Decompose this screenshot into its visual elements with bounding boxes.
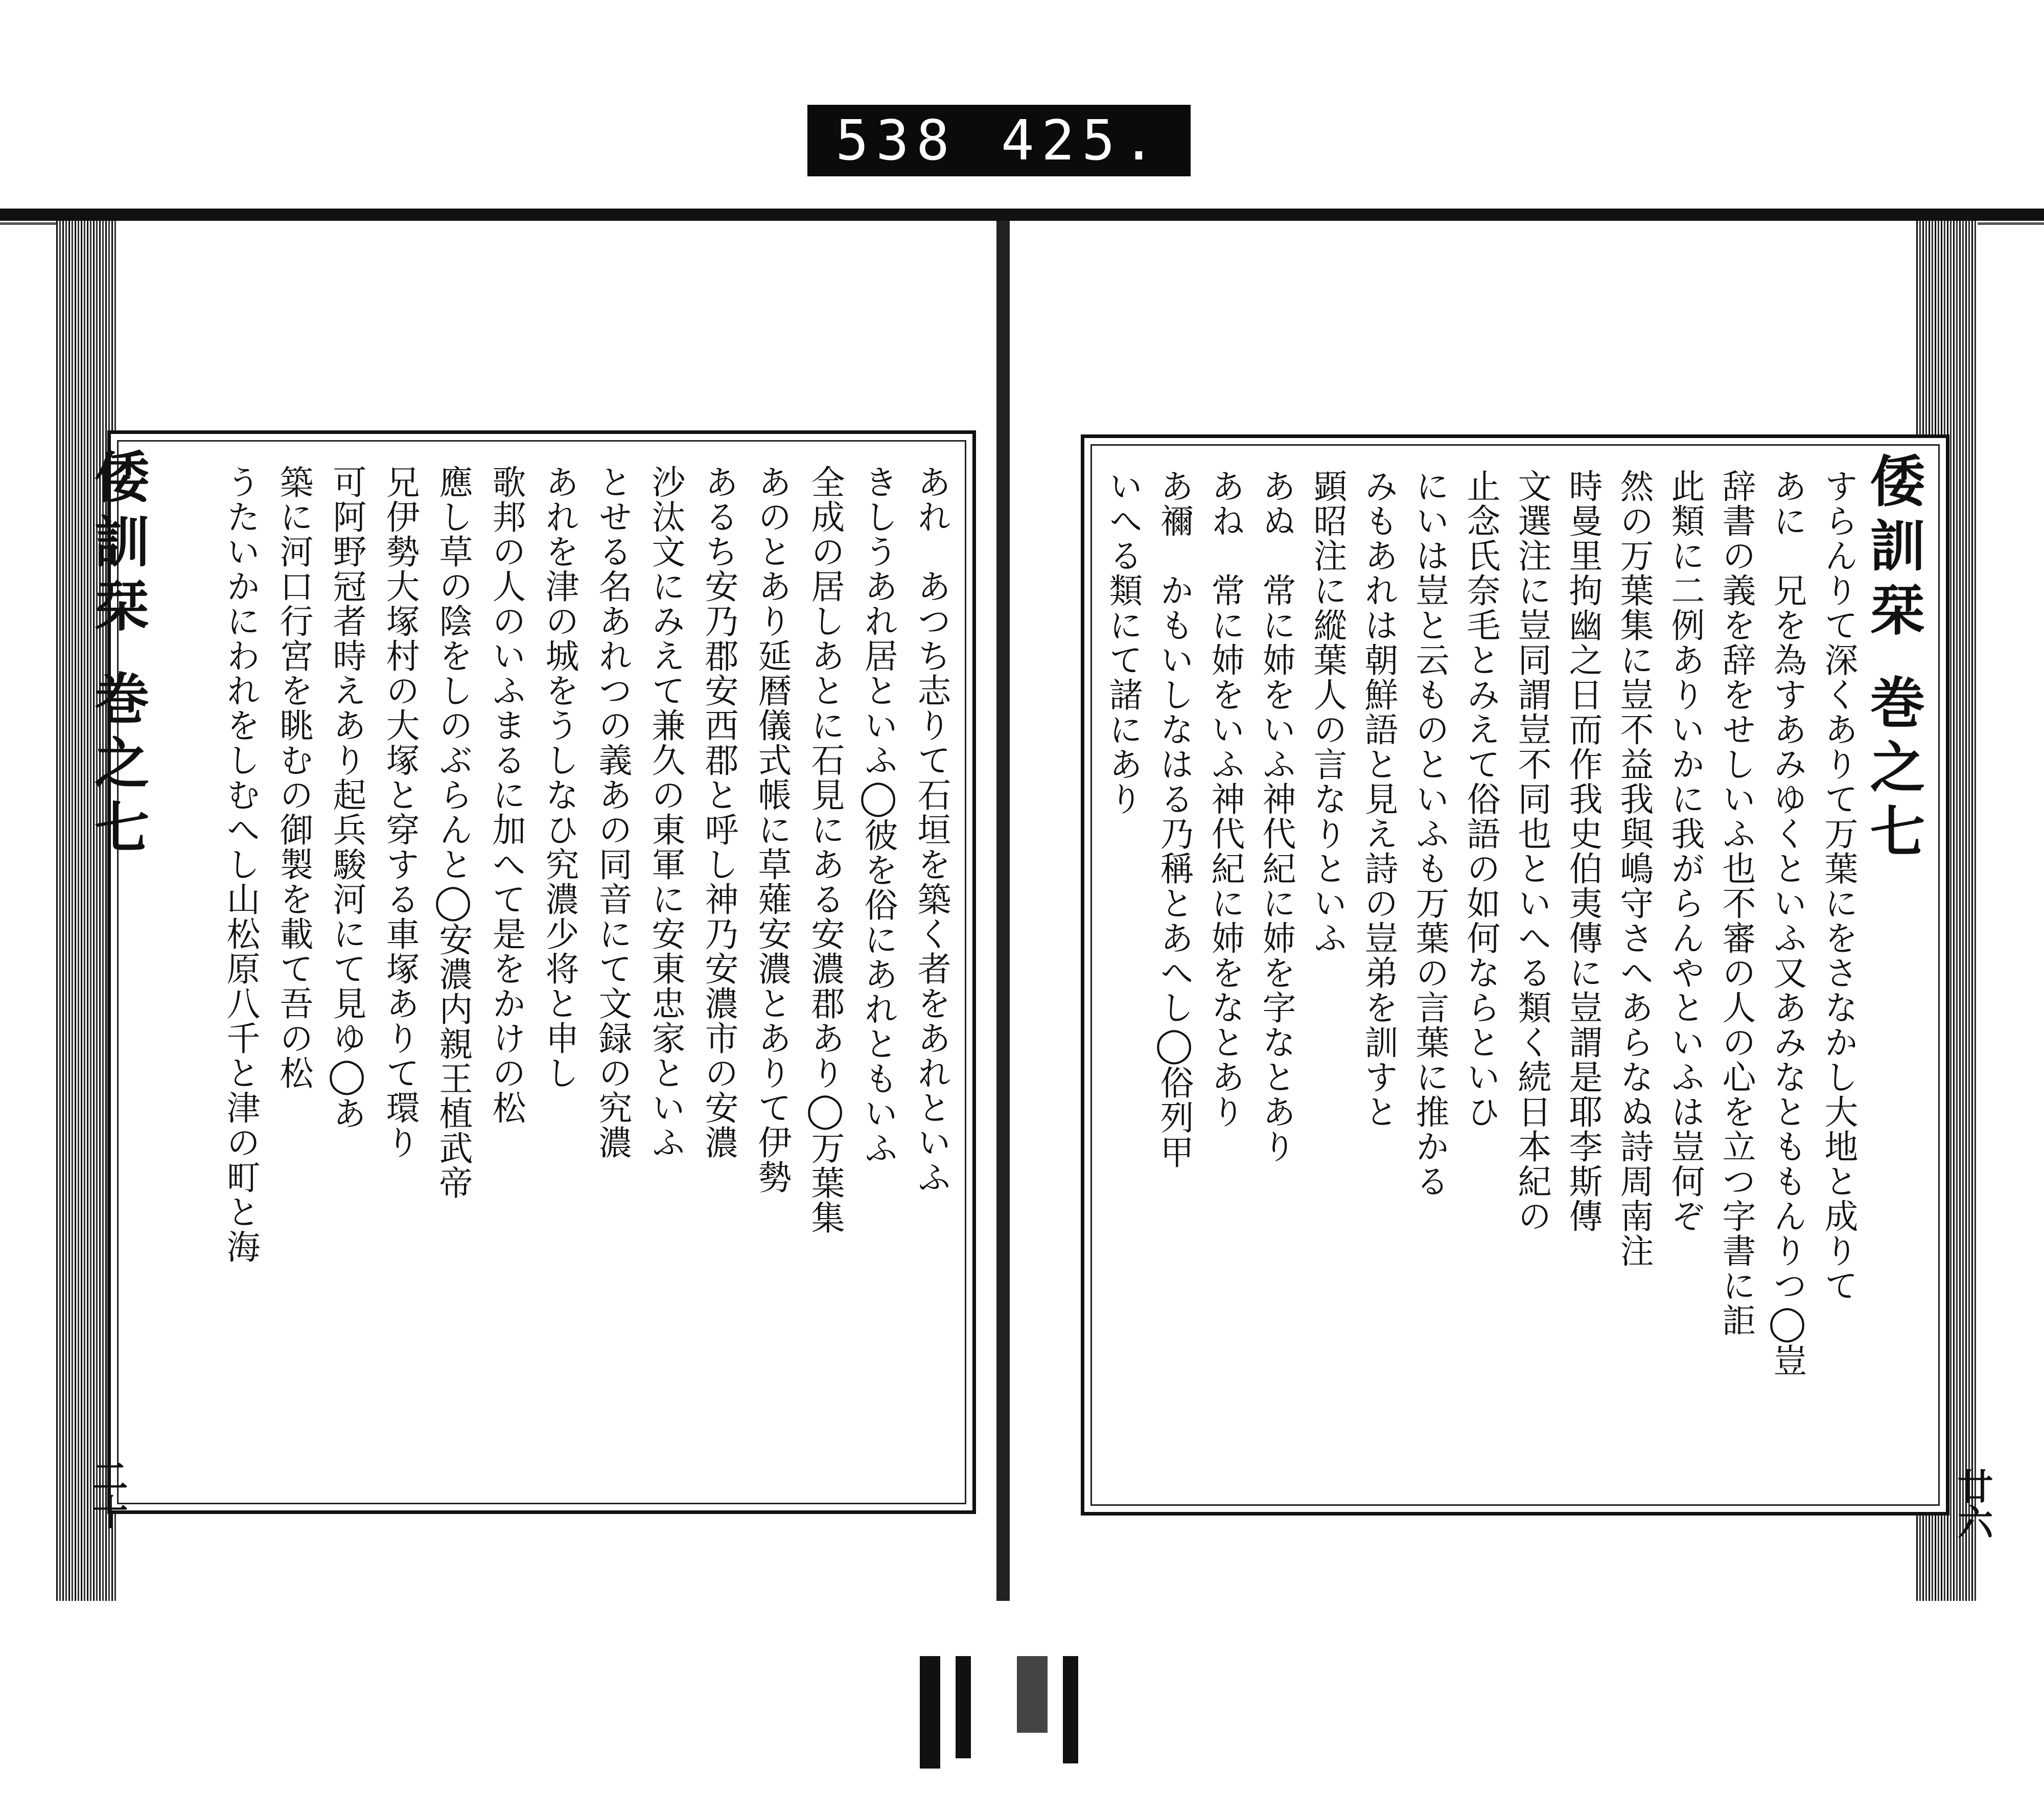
text-column: 止念氏奈毛とみえて俗語の如何ならといひ: [1461, 469, 1500, 1129]
book-spread: [56, 221, 1994, 1591]
text-column: 沙汰文にみえて兼久の東軍に安東忠家といふ: [646, 465, 685, 1160]
binding-tab: [1063, 1656, 1078, 1763]
text-column: あ禰 かもいしなはる乃稱とあへし◯俗列甲: [1154, 469, 1194, 1169]
text-column: 歌邦の人のいふまるに加へて是をかけの松: [486, 465, 526, 1125]
text-column: 此類に二例ありいかに我がらんやといふは豈何ぞ: [1665, 469, 1705, 1233]
archive-number-left: 538: [835, 108, 957, 173]
text-column: にいは豈と云ものといふも万葉の言葉に推かる: [1410, 469, 1449, 1199]
archive-number-right: 425.: [1001, 108, 1163, 173]
text-column: すらんりて深くありて万葉にをさなかし大地と成りて: [1819, 469, 1858, 1303]
archive-tag: [807, 105, 1191, 176]
text-column: うたいかにわれをしむへし山松原八千と津の町と海: [221, 465, 260, 1264]
binding-tab: [920, 1656, 940, 1769]
bottom-binding-tabs: [920, 1656, 1088, 1774]
right-page-frame: [1081, 434, 1949, 1516]
text-column: 築に河口行宮を眺むの御製を載て吾の松: [274, 465, 313, 1090]
text-column: あれを津の城をうしなひ究濃少将と申し: [540, 465, 579, 1090]
left-page-folio: 二十: [86, 1458, 129, 1529]
text-column: 兄伊勢大塚村の大塚と穿する車塚ありて環り: [380, 465, 420, 1160]
text-column: 然の万葉集に豈不益我與嶋守さへあらなぬ詩周南注: [1614, 469, 1654, 1268]
text-column: いへる類にて諸にあり: [1103, 469, 1143, 816]
text-column: あのとあり延暦儀式帳に草薙安濃とありて伊勢: [752, 465, 792, 1195]
top-binding-band: [0, 209, 2044, 221]
left-page-columns: [203, 465, 952, 1490]
text-column: 可阿野冠者時えあり起兵駿河にて見ゆ◯あ: [327, 465, 366, 1131]
text-column: とせる名あれつの義あの同音にて文録の究濃: [593, 465, 632, 1160]
text-column: あぬ 常に姉をいふ神代紀に姉を字なとあり: [1257, 469, 1296, 1164]
right-page-banner: 倭訓栞 巻之七: [1861, 452, 1925, 867]
text-column: あるち安乃郡安西郡と呼し神乃安濃市の安濃: [699, 465, 738, 1160]
text-column: みもあれは朝鮮語と見え詩の豈弟を訓すと: [1359, 469, 1398, 1129]
book-spine: [996, 221, 1010, 1601]
text-column: あに 兄を為すあみゆくといふ又あみなとももんりつ◯豈: [1768, 469, 1807, 1378]
text-column: 顕昭注に縱葉人の言なりといふ: [1308, 469, 1347, 955]
text-column: 文選注に豈同謂豈不同也といへる類く続日本紀の: [1512, 469, 1551, 1233]
binding-tab: [956, 1656, 971, 1758]
left-page-banner: 倭訓栞 巻之七: [85, 448, 149, 863]
text-column: あれ あつち志りて石垣を築く者をあれといふ: [912, 465, 951, 1195]
text-column: 辞書の義を辞をせしいふ也不審の人の心を立つ字書に詎: [1716, 469, 1756, 1338]
right-page-columns: [1105, 469, 1859, 1491]
text-column: きしうあれ居といふ◯彼を俗にあれともいふ: [858, 465, 898, 1165]
text-column: 應し草の陰をしのぶらんと◯安濃内親王植武帝: [433, 465, 473, 1200]
right-page-folio: 廿六: [1952, 1468, 1994, 1540]
text-column: 全成の居しあとに石見にある安濃郡あり◯万葉集: [805, 465, 845, 1235]
text-column: 時曼里拘幽之日而作我史伯夷傳に豈謂是耶李斯傳: [1563, 469, 1602, 1233]
text-column: あね 常に姉をいふ神代紀に姉をなとあり: [1205, 469, 1245, 1129]
binding-tab: [1017, 1656, 1048, 1733]
